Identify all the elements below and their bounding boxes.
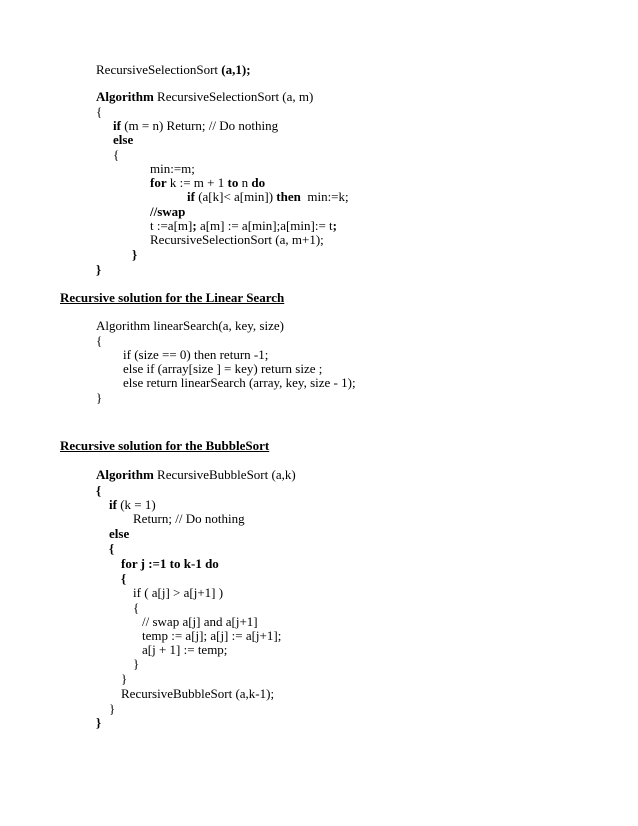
brace-close: } bbox=[109, 701, 116, 716]
code-line: Return; // Do nothing bbox=[133, 511, 245, 526]
code-line: else return linearSearch (array, key, size - 1); bbox=[123, 375, 356, 390]
code-line: for k := m + 1 to n do bbox=[150, 175, 266, 190]
brace-open: { bbox=[96, 104, 103, 119]
code-line: temp := a[j]; a[j] := a[j+1]; bbox=[142, 628, 282, 643]
code-line: if (k = 1) bbox=[109, 497, 156, 512]
brace-close: } bbox=[133, 656, 140, 671]
brace-open: { bbox=[109, 541, 115, 556]
linear-search-header: Algorithm linearSearch(a, key, size) bbox=[96, 318, 284, 333]
brace-open: { bbox=[133, 600, 140, 615]
selection-sort-header: Algorithm RecursiveSelectionSort (a, m) bbox=[96, 89, 314, 104]
code-line: min:=m; bbox=[150, 161, 195, 176]
brace-open: { bbox=[96, 333, 103, 348]
brace-close: } bbox=[96, 715, 102, 730]
code-line: else if (array[size ] = key) return size ; bbox=[123, 361, 323, 376]
code-line: a[j + 1] := temp; bbox=[142, 642, 228, 657]
code-line: for j :=1 to k-1 do bbox=[121, 556, 219, 571]
code-line: RecursiveSelectionSort (a, m+1); bbox=[150, 232, 324, 247]
code-line: if (size == 0) then return -1; bbox=[123, 347, 269, 362]
code-line: if (m = n) Return; // Do nothing bbox=[113, 118, 279, 133]
code-line: // swap a[j] and a[j+1] bbox=[142, 614, 258, 629]
brace-close: } bbox=[132, 247, 138, 262]
code-line: RecursiveBubbleSort (a,k-1); bbox=[121, 686, 275, 701]
brace-close: } bbox=[121, 671, 128, 686]
code-line: if ( a[j] > a[j+1] ) bbox=[133, 585, 224, 600]
brace-close: } bbox=[96, 390, 103, 405]
code-line: else bbox=[113, 132, 134, 147]
brace-open: { bbox=[113, 147, 120, 162]
code-line: else bbox=[109, 526, 130, 541]
bubble-sort-heading: Recursive solution for the BubbleSort bbox=[60, 438, 270, 453]
code-line: t :=a[m]; a[m] := a[min];a[min]:= t; bbox=[150, 218, 338, 233]
brace-close: } bbox=[96, 262, 102, 277]
selection-sort-call: RecursiveSelectionSort (a,1); bbox=[96, 62, 251, 77]
code-line: //swap bbox=[150, 204, 186, 219]
bubble-sort-header: Algorithm RecursiveBubbleSort (a,k) bbox=[96, 467, 296, 482]
brace-open: { bbox=[121, 571, 127, 586]
code-line: if (a[k]< a[min]) then min:=k; bbox=[187, 189, 349, 204]
linear-search-heading: Recursive solution for the Linear Search bbox=[60, 290, 285, 305]
brace-open: { bbox=[96, 483, 102, 498]
